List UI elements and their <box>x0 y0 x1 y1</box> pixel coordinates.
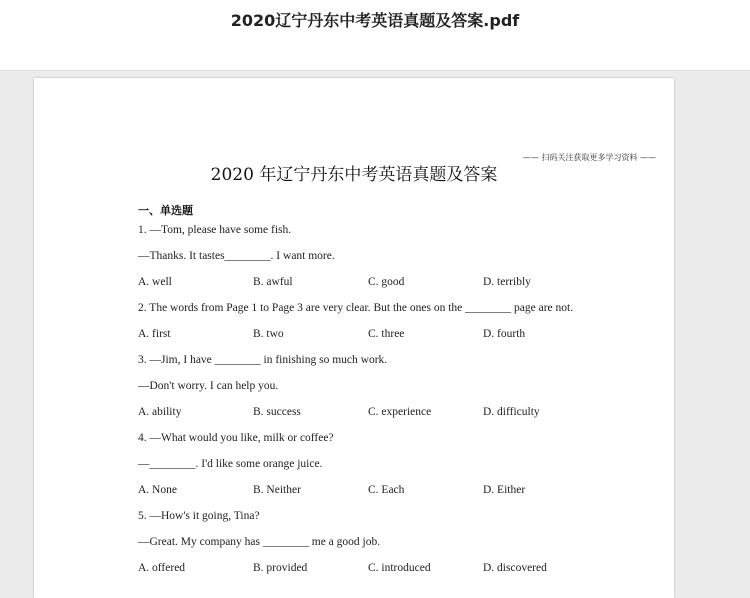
question-5-option-c: C. introduced <box>368 562 431 574</box>
section-heading: 一、单选题 <box>138 204 193 217</box>
question-1-option-a: A. well <box>138 276 172 288</box>
question-4-option-b: B. Neither <box>253 484 301 496</box>
question-4-line-2: —________. I'd like some orange juice. <box>138 458 323 470</box>
question-3-option-d: D. difficulty <box>483 406 540 418</box>
question-3-line-2: —Don't worry. I can help you. <box>138 380 279 392</box>
question-3-line-1: 3. —Jim, I have ________ in finishing so much work. <box>138 354 388 366</box>
question-3-option-c: C. experience <box>368 406 432 418</box>
question-1-line-1: 1. —Tom, please have some fish. <box>138 224 292 236</box>
question-5-line-1: 5. —How's it going, Tina? <box>138 510 260 522</box>
question-4-option-c: C. Each <box>368 484 405 496</box>
question-2-option-a: A. first <box>138 328 171 340</box>
question-1-line-2: —Thanks. It tastes________. I want more. <box>138 250 335 262</box>
question-2-option-c: C. three <box>368 328 405 340</box>
question-2-option-b: B. two <box>253 328 284 340</box>
question-3-option-b: B. success <box>253 406 301 418</box>
viewer-toolbar <box>0 0 750 71</box>
question-4-option-a: A. None <box>138 484 177 496</box>
pdf-page <box>34 78 674 598</box>
question-3-option-a: A. ability <box>138 406 182 418</box>
watermark-text: —— 扫码关注获取更多学习资料 —— <box>522 153 656 162</box>
question-2-option-d: D. fourth <box>483 328 526 340</box>
question-5-option-d: D. discovered <box>483 562 547 574</box>
question-4-line-1: 4. —What would you like, milk or coffee? <box>138 432 334 444</box>
question-1-option-c: C. good <box>368 276 405 288</box>
paper-title: 2020 年辽宁丹东中考英语真题及答案 <box>210 165 498 185</box>
question-4-option-d: D. Either <box>483 484 526 496</box>
question-5-option-b: B. provided <box>253 562 308 574</box>
document-title: 2020辽宁丹东中考英语真题及答案.pdf <box>230 11 520 30</box>
question-1-option-b: B. awful <box>253 276 293 288</box>
question-1-option-d: D. terribly <box>483 276 531 288</box>
question-5-line-2: —Great. My company has ________ me a good job. <box>138 536 381 548</box>
question-2-line-1: 2. The words from Page 1 to Page 3 are very clear. But the ones on the ________ page are not. <box>138 302 574 314</box>
question-5-option-a: A. offered <box>138 562 186 574</box>
